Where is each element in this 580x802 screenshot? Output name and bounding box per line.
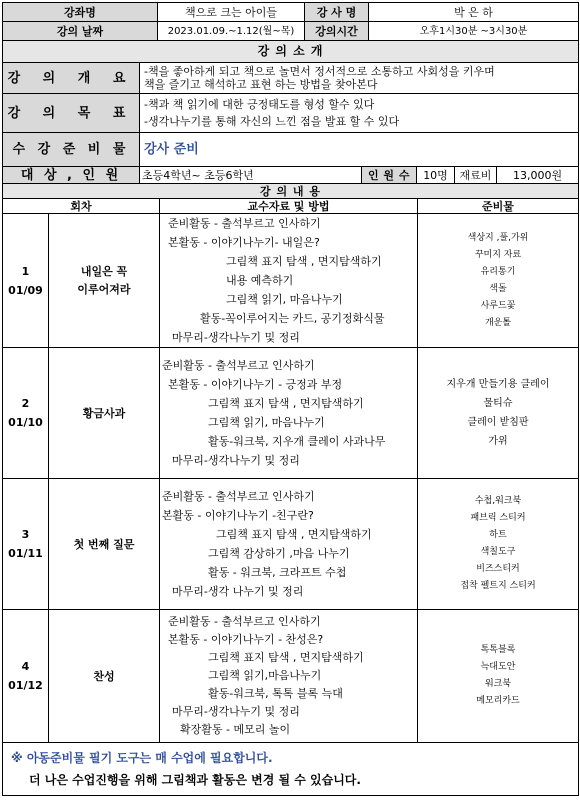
- prep-item: 늑대도안: [480, 662, 516, 672]
- session-num: 3: [21, 528, 30, 541]
- material-line: 그림책 표지 탐색 , 면지탐색하기: [226, 255, 382, 268]
- content-section-title: 강 의 내 용: [3, 184, 579, 199]
- material-line: 본활동 - 이야기나누기 - 찬성은?: [168, 633, 324, 646]
- time-value: 오후1시30분 ~3시30분: [369, 22, 579, 41]
- overview-line: -책을 좋아하게 되고 책으로 놀면서 정서적으로 소통하고 사회성을 키우며: [144, 65, 495, 78]
- prep-item: 수첩,워크북: [474, 496, 522, 506]
- prep-value: [140, 133, 579, 167]
- session-title: [49, 479, 160, 610]
- col-material-header: 교수자료 및 방법: [160, 199, 418, 214]
- prep-value-text: 강사 준비: [144, 142, 199, 157]
- fee-value: 13,000원: [497, 167, 579, 184]
- prep-item: 색상지 ,풀,가위: [467, 232, 529, 243]
- session-row: [3, 479, 579, 610]
- session-number: [3, 348, 49, 479]
- prep-item: 물티슈: [483, 398, 513, 409]
- intro-section-title: 강 의 소 개: [3, 41, 579, 63]
- prep-item: 워크북: [484, 679, 512, 689]
- date-label: 강의 날짜: [3, 22, 158, 41]
- prep-item: 톡톡블록: [480, 645, 516, 655]
- material-line: 활동-워크북, 지우개 클레이 사과나무: [208, 435, 386, 448]
- session-title-line: 찬성: [93, 669, 115, 683]
- session-num: 2: [21, 397, 30, 410]
- session-date: 01/11: [8, 547, 43, 560]
- material-line: 본활동 - 이야기나누기 - 긍정과 부정: [168, 378, 343, 391]
- session-number: [3, 479, 49, 610]
- prep-item: 비즈스티커: [476, 564, 520, 574]
- material-line: 마무리-생각나누기 및 정리: [172, 454, 300, 467]
- session-prep: [418, 214, 579, 348]
- prep-item: 패브릭 스티커: [470, 513, 526, 523]
- prep-item: 접착 펠트지 스티커: [460, 581, 536, 591]
- intro-table: [2, 40, 579, 184]
- time-label: 강의시간: [305, 22, 369, 41]
- goal-text: [140, 94, 579, 133]
- session-title-line: 이루어져라: [77, 282, 131, 296]
- prep-item: 색칠도구: [480, 547, 516, 557]
- goal-line: -생각나누기를 통해 자신의 느낀 점을 발표 할 수 있다: [144, 115, 400, 128]
- count-label: 인 원 수: [362, 167, 417, 184]
- session-prep: [418, 348, 579, 479]
- col-prep-header: 준비물: [418, 199, 579, 214]
- session-material: [160, 610, 418, 743]
- prep-label: 수 강 준 비 물: [3, 133, 140, 167]
- prep-item: 지우개 만들기용 클레이: [446, 379, 550, 390]
- session-num: 1: [21, 264, 30, 278]
- target-value: 초등4학년~ 초등6학년: [140, 167, 362, 184]
- session-number: [3, 610, 49, 743]
- material-line: 준비활동 - 출석부르고 인사하기: [162, 359, 315, 372]
- prep-item: 유리통기: [480, 266, 516, 277]
- session-title-line: 첫 번째 질문: [73, 537, 135, 551]
- course-name: 책으로 크는 아이들: [158, 3, 305, 22]
- material-line: 그림책 읽기, 마음나누기: [208, 416, 325, 429]
- material-line: 마무리-생각나누기 및 정리: [172, 705, 300, 718]
- session-row: [3, 610, 579, 743]
- target-label: 대 상 , 인 원: [3, 167, 140, 184]
- session-row: [3, 214, 579, 348]
- goal-label: 강 의 목 표: [3, 94, 140, 133]
- session-title-line: 내일은 꼭: [80, 264, 128, 278]
- session-material: [160, 479, 418, 610]
- course-label: 강좌명: [3, 3, 158, 22]
- session-material: [160, 214, 418, 348]
- session-prep: [418, 610, 579, 743]
- prep-item: 클레이 받침판: [467, 417, 529, 428]
- content-table: [2, 183, 579, 796]
- material-line: 본활동 - 이야기나누기- 내일은?: [168, 236, 320, 249]
- fee-label: 재료비: [455, 167, 497, 184]
- prep-item: 사루드꽃: [480, 300, 516, 311]
- overview-text: [140, 63, 579, 94]
- date-value: 2023.01.09.~1.12(월~목): [158, 22, 305, 41]
- material-line: 준비활동 - 출석부르고 인사하기: [168, 615, 321, 628]
- goal-line: -책과 책 읽기에 대한 긍정태도를 형성 할수 있다: [144, 98, 375, 111]
- instructor-label: 강 사 명: [305, 3, 369, 22]
- prep-item: 가위: [488, 436, 508, 447]
- material-line: 그림책 감상하기 ,마음 나누기: [208, 547, 350, 560]
- material-line: 그림책 표지 탐색 , 면지탐색하기: [208, 397, 364, 410]
- instructor-name: 박 은 하: [369, 3, 579, 22]
- prep-item: 색돌: [489, 283, 507, 294]
- notes-box: [3, 743, 579, 796]
- material-line: 내용 예측하기: [226, 274, 294, 287]
- material-line: 준비활동 - 출석부르고 인사하기: [168, 217, 321, 230]
- material-line: 준비활동 - 출석부르고 인사하기: [162, 490, 315, 503]
- session-date: 01/10: [8, 416, 43, 429]
- material-line: 활동-꼭이루어지는 카드, 공기정화식물: [200, 312, 385, 325]
- overview-label: 강 의 개 요: [3, 63, 140, 94]
- prep-item: 꾸미지 자료: [474, 249, 522, 260]
- prep-item: 메모리카드: [476, 696, 520, 706]
- session-num: 4: [21, 660, 30, 673]
- lecture-plan-document: [2, 2, 578, 796]
- header-table: [2, 2, 579, 41]
- material-line: 그림책 읽기, 마음나누기: [226, 293, 343, 306]
- material-line: 활동 - 워크북, 크라프트 수첩: [208, 566, 347, 579]
- material-line: 활동-워크북, 톡톡 블록 늑대: [208, 687, 343, 700]
- overview-line: 책을 즐기고 해석하고 표현 하는 방법을 찾아본다: [144, 78, 378, 91]
- material-line: 마무리-생각 나누기 및 정리: [172, 585, 304, 598]
- session-title: [49, 610, 160, 743]
- session-title: [49, 214, 160, 348]
- prep-item: 개운톨: [484, 317, 512, 328]
- material-line: 확장활동 - 메모리 놀이: [180, 723, 291, 736]
- count-value: 10명: [417, 167, 455, 184]
- session-prep: [418, 479, 579, 610]
- session-title-line: 황금사과: [82, 406, 126, 420]
- material-line: 그림책 표지 탐색 , 면지탐색하기: [216, 528, 372, 541]
- session-row: [3, 348, 579, 479]
- material-line: 그림책 표지 탐색 , 면지탐색하기: [208, 651, 364, 664]
- prep-item: 하트: [489, 530, 507, 540]
- session-material: [160, 348, 418, 479]
- material-line: 그림책 읽기,마음나누기: [208, 669, 322, 682]
- session-date: 01/12: [8, 679, 43, 692]
- session-number: [3, 214, 49, 348]
- session-date: 01/09: [8, 283, 43, 297]
- material-line: 본활동 - 이야기나누기 -친구란?: [162, 509, 314, 522]
- session-title: [49, 348, 160, 479]
- material-line: 마무리-생각나누기 및 정리: [172, 331, 300, 344]
- col-session-header: 회차: [3, 199, 160, 214]
- note-change: 더 나은 수업진행을 위해 그림책과 활동은 변경 될 수 있습니다.: [29, 773, 361, 787]
- note-equipment: ※ 아동준비물 필기 도구는 매 수업에 필요합니다.: [11, 751, 273, 765]
